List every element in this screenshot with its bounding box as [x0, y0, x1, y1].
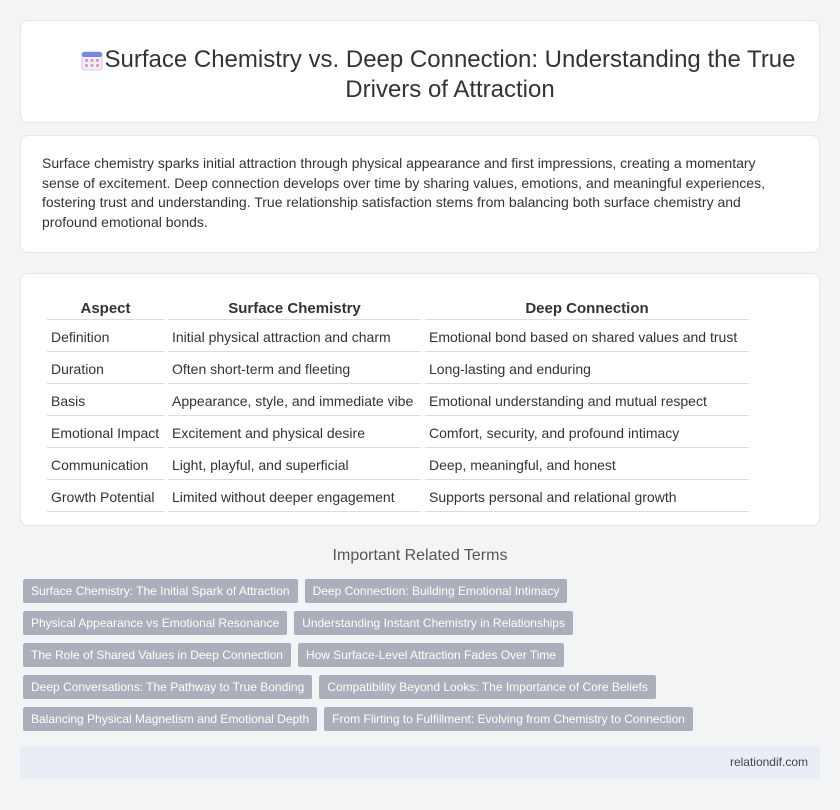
- related-term-link[interactable]: Compatibility Beyond Looks: The Importance of Core Beliefs: [319, 675, 656, 699]
- calendar-icon: [81, 49, 103, 71]
- table-cell-deep: Deep, meaningful, and honest: [425, 450, 749, 480]
- related-term-link[interactable]: Surface Chemistry: The Initial Spark of Attraction: [23, 579, 298, 603]
- column-header-aspect: Aspect: [47, 298, 164, 320]
- table-cell-aspect: Basis: [47, 386, 164, 416]
- table-cell-surface: Initial physical attraction and charm: [168, 322, 421, 352]
- related-term-link[interactable]: The Role of Shared Values in Deep Connection: [23, 643, 291, 667]
- related-term-link[interactable]: Deep Connection: Building Emotional Intimacy: [305, 579, 568, 603]
- tag-row: [23, 579, 803, 603]
- site-link[interactable]: relationdif.com: [729, 755, 808, 769]
- comparison-table: [43, 296, 753, 514]
- related-term-link[interactable]: From Flirting to Fulfillment: Evolving from Chemistry to Connection: [324, 707, 693, 731]
- table-row: [47, 322, 749, 352]
- table-cell-deep: Emotional understanding and mutual respect: [425, 386, 749, 416]
- related-term-link[interactable]: Deep Conversations: The Pathway to True Bonding: [23, 675, 312, 699]
- page-title: Surface Chemistry vs. Deep Connection: Understanding the True Drivers of Attraction: [104, 46, 796, 103]
- table-header-row: [47, 298, 749, 320]
- table-cell-surface: Excitement and physical desire: [168, 418, 421, 448]
- related-term-link[interactable]: Balancing Physical Magnetism and Emotional Depth: [23, 707, 317, 731]
- table-cell-aspect: Communication: [47, 450, 164, 480]
- related-terms-title: Important Related Terms: [332, 547, 508, 564]
- table-cell-aspect: Duration: [47, 354, 164, 384]
- column-header-surface-chemistry: Surface Chemistry: [168, 298, 421, 320]
- column-header-deep-connection: Deep Connection: [425, 298, 749, 320]
- table-row: [47, 418, 749, 448]
- related-term-link[interactable]: Understanding Instant Chemistry in Relationships: [294, 611, 573, 635]
- table-cell-deep: Supports personal and relational growth: [425, 482, 749, 512]
- tag-row: [23, 707, 803, 731]
- table-row: [47, 482, 749, 512]
- tag-row: [23, 643, 803, 667]
- table-cell-surface: Appearance, style, and immediate vibe: [168, 386, 421, 416]
- related-term-link[interactable]: How Surface-Level Attraction Fades Over Time: [298, 643, 564, 667]
- intro-card: [20, 135, 820, 253]
- table-cell-surface: Often short-term and fleeting: [168, 354, 421, 384]
- table-row: [47, 386, 749, 416]
- header-card: [20, 20, 820, 123]
- footer: [20, 746, 820, 779]
- table-cell-deep: Comfort, security, and profound intimacy: [425, 418, 749, 448]
- intro-paragraph: Surface chemistry sparks initial attraction through physical appearance and first impressions, creating a momentary sense of excitement. Deep connection develops over time by sharing values, emotions, and meaningful experiences, fostering trust and understanding. True relationship satisfaction stems from balancing both surface chemistry and profound emotional bonds.: [42, 155, 765, 230]
- tag-row: [23, 611, 803, 635]
- table-cell-aspect: Emotional Impact: [47, 418, 164, 448]
- table-cell-surface: Light, playful, and superficial: [168, 450, 421, 480]
- table-cell-deep: Emotional bond based on shared values and trust: [425, 322, 749, 352]
- related-term-link[interactable]: Physical Appearance vs Emotional Resonance: [23, 611, 287, 635]
- tag-row: [23, 675, 803, 699]
- table-row: [47, 450, 749, 480]
- related-terms-list: [23, 579, 803, 739]
- table-cell-surface: Limited without deeper engagement: [168, 482, 421, 512]
- table-cell-deep: Long-lasting and enduring: [425, 354, 749, 384]
- table-row: [47, 354, 749, 384]
- comparison-card: [20, 273, 820, 526]
- table-cell-aspect: Definition: [47, 322, 164, 352]
- table-cell-aspect: Growth Potential: [47, 482, 164, 512]
